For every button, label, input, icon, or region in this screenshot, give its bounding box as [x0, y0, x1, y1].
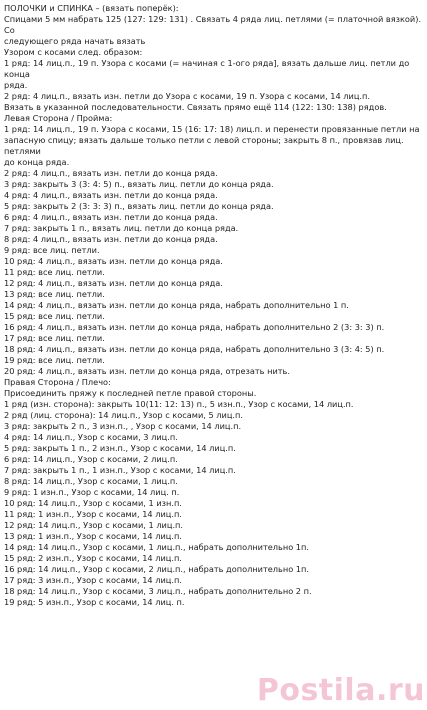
text-line: 18 ряд: 14 лиц.п., Узор с косами, 3 лиц.п., набрать дополнительно 2 п. — [4, 586, 312, 596]
text-line: 20 ряд: 4 лиц.п., вязать изн. петли до конца ряда, отрезать нить. — [4, 366, 290, 376]
text-line: 16 ряд: 4 лиц.п., вязать изн. петли до конца ряда, набрать дополнительно 2 (3: 3: 3) п. — [4, 322, 385, 332]
text-line: Вязать в указанной последовательности. Связать прямо ещё 114 (122: 130: 138) рядов. — [4, 102, 387, 112]
text-line: 13 ряд: все лиц. петли. — [4, 289, 105, 299]
text-line: 16 ряд: 14 лиц.п., Узор с косами, 2 лиц.п., набрать дополнительно 1п. — [4, 564, 309, 574]
text-line: ряда. — [4, 80, 28, 90]
text-line: следующего ряда начать вязать — [4, 36, 146, 46]
text-line: 11 ряд: 1 изн.п., Узор с косами, 14 лиц.п. — [4, 509, 182, 519]
text-line: 2 ряд: 4 лиц.п., вязать изн. петли до Узора с косами, 19 п. Узора с косами, 14 лиц.п. — [4, 91, 370, 101]
text-line: 15 ряд: все лиц. петли. — [4, 311, 105, 321]
text-line: 3 ряд: закрыть 3 (3: 4: 5) п., вязать лиц. петли до конца ряда. — [4, 179, 274, 189]
text-line: 4 ряд: 14 лиц.п., Узор с косами, 3 лиц.п. — [4, 432, 178, 442]
text-line: 9 ряд: 1 изн.п., Узор с косами, 14 лиц. п. — [4, 487, 180, 497]
text-line: 17 ряд: 3 изн.п., Узор с косами, 14 лиц.п. — [4, 575, 182, 585]
text-line: 18 ряд: 4 лиц.п., вязать изн. петли до конца ряда, набрать дополнительно 3 (3: 4: 5) п. — [4, 344, 385, 354]
text-line: 1 ряд: 14 лиц.п., 19 п. Узора с косами (= начиная с 1-ого ряда], вязать дальше лиц. петли до конца — [4, 58, 412, 79]
text-line: 19 ряд: все лиц. петли. — [4, 355, 105, 365]
text-line: Узором с косами след. образом: — [4, 47, 143, 57]
text-line: 6 ряд: 14 лиц.п., Узор с косами, 2 лиц.п. — [4, 454, 178, 464]
text-line: 3 ряд: закрыть 2 п., 3 изн.п., , Узор с косами, 14 лиц.п. — [4, 421, 242, 431]
text-line: Присоединить пряжу к последней петле правой стороны. — [4, 388, 257, 398]
text-line: 13 ряд: 1 изн.п., Узор с косами, 14 лиц.п. — [4, 531, 182, 541]
text-line: 14 ряд: 14 лиц.п., Узор с косами, 1 лиц.п., набрать дополнительно 1п. — [4, 542, 309, 552]
text-line: 5 ряд: закрыть 2 (3: 3: 3) п., вязать лиц. петли до конца ряда. — [4, 201, 274, 211]
text-line: 17 ряд: все лиц. петли. — [4, 333, 105, 343]
text-line: 10 ряд: 4 лиц.п., вязать изн. петли до конца ряда. — [4, 256, 223, 266]
text-line: 11 ряд: все лиц. петли. — [4, 267, 105, 277]
text-line: 8 ряд: 4 лиц.п., вязать изн. петли до конца ряда. — [4, 234, 218, 244]
text-line: Спицами 5 мм набрать 125 (127: 129: 131) . Связать 4 ряда лиц. петлями (= платочной вязкой). Со — [4, 14, 424, 35]
watermark-logo: Postila.ru — [256, 673, 425, 708]
text-line: 4 ряд: 4 лиц.п., вязать изн. петли до конца ряда. — [4, 190, 218, 200]
text-line: 14 ряд: 4 лиц.п., вязать изн. петли до конца ряда, набрать дополнительно 1 п. — [4, 300, 349, 310]
text-line: 7 ряд: закрыть 1 п., 1 изн.п., Узор с косами, 14 лиц.п. — [4, 465, 236, 475]
text-line: 15 ряд: 2 изн.п., Узор с косами, 14 лиц.п. — [4, 553, 182, 563]
text-line: 9 ряд: все лиц. петли. — [4, 245, 100, 255]
text-line: 5 ряд: закрыть 1 п., 2 изн.п., Узор с косами, 14 лиц.п. — [4, 443, 236, 453]
knitting-instructions — [4, 3, 424, 608]
text-line: 2 ряд: 4 лиц.п., вязать изн. петли до конца ряда. — [4, 168, 218, 178]
text-line: 1 ряд: 14 лиц.п., 19 п. Узора с косами, 15 (16: 17: 18) лиц.п. и перенести провязанные петли на — [4, 124, 420, 134]
text-line: 10 ряд: 14 лиц.п., Узор с косами, 1 изн.п. — [4, 498, 182, 508]
text-line: ПОЛОЧКИ и СПИНКА – (вязать поперёк): — [4, 3, 179, 13]
text-line: запасную спицу; вязать дальше только петли с левой стороны; закрыть 8 п., провязав лиц. петлями — [4, 135, 407, 156]
text-line: 8 ряд: 14 лиц.п., Узор с косами, 1 лиц.п. — [4, 476, 178, 486]
section-heading: Левая Сторона / Пройма: — [4, 113, 113, 123]
text-line: 1 ряд (изн. сторона): закрыть 10(11: 12: 13) п., 5 изн.п., Узор с косами, 14 лиц.п. — [4, 399, 354, 409]
section-heading: Правая Сторона / Плечо: — [4, 377, 111, 387]
text-line: 12 ряд: 14 лиц.п., Узор с косами, 1 лиц.п. — [4, 520, 184, 530]
text-line: 7 ряд: закрыть 1 п., вязать лиц. петли до конца ряда. — [4, 223, 239, 233]
text-line: 6 ряд: 4 лиц.п., вязать изн. петли до конца ряда. — [4, 212, 218, 222]
text-line: 19 ряд: 5 изн.п., Узор с косами, 14 лиц. п. — [4, 597, 185, 607]
text-line: до конца ряда. — [4, 157, 70, 167]
text-line: 12 ряд: 4 лиц.п., вязать изн. петли до конца ряда. — [4, 278, 223, 288]
text-line: 2 ряд (лиц. сторона): 14 лиц.п., Узор с косами, 5 лиц.п. — [4, 410, 243, 420]
